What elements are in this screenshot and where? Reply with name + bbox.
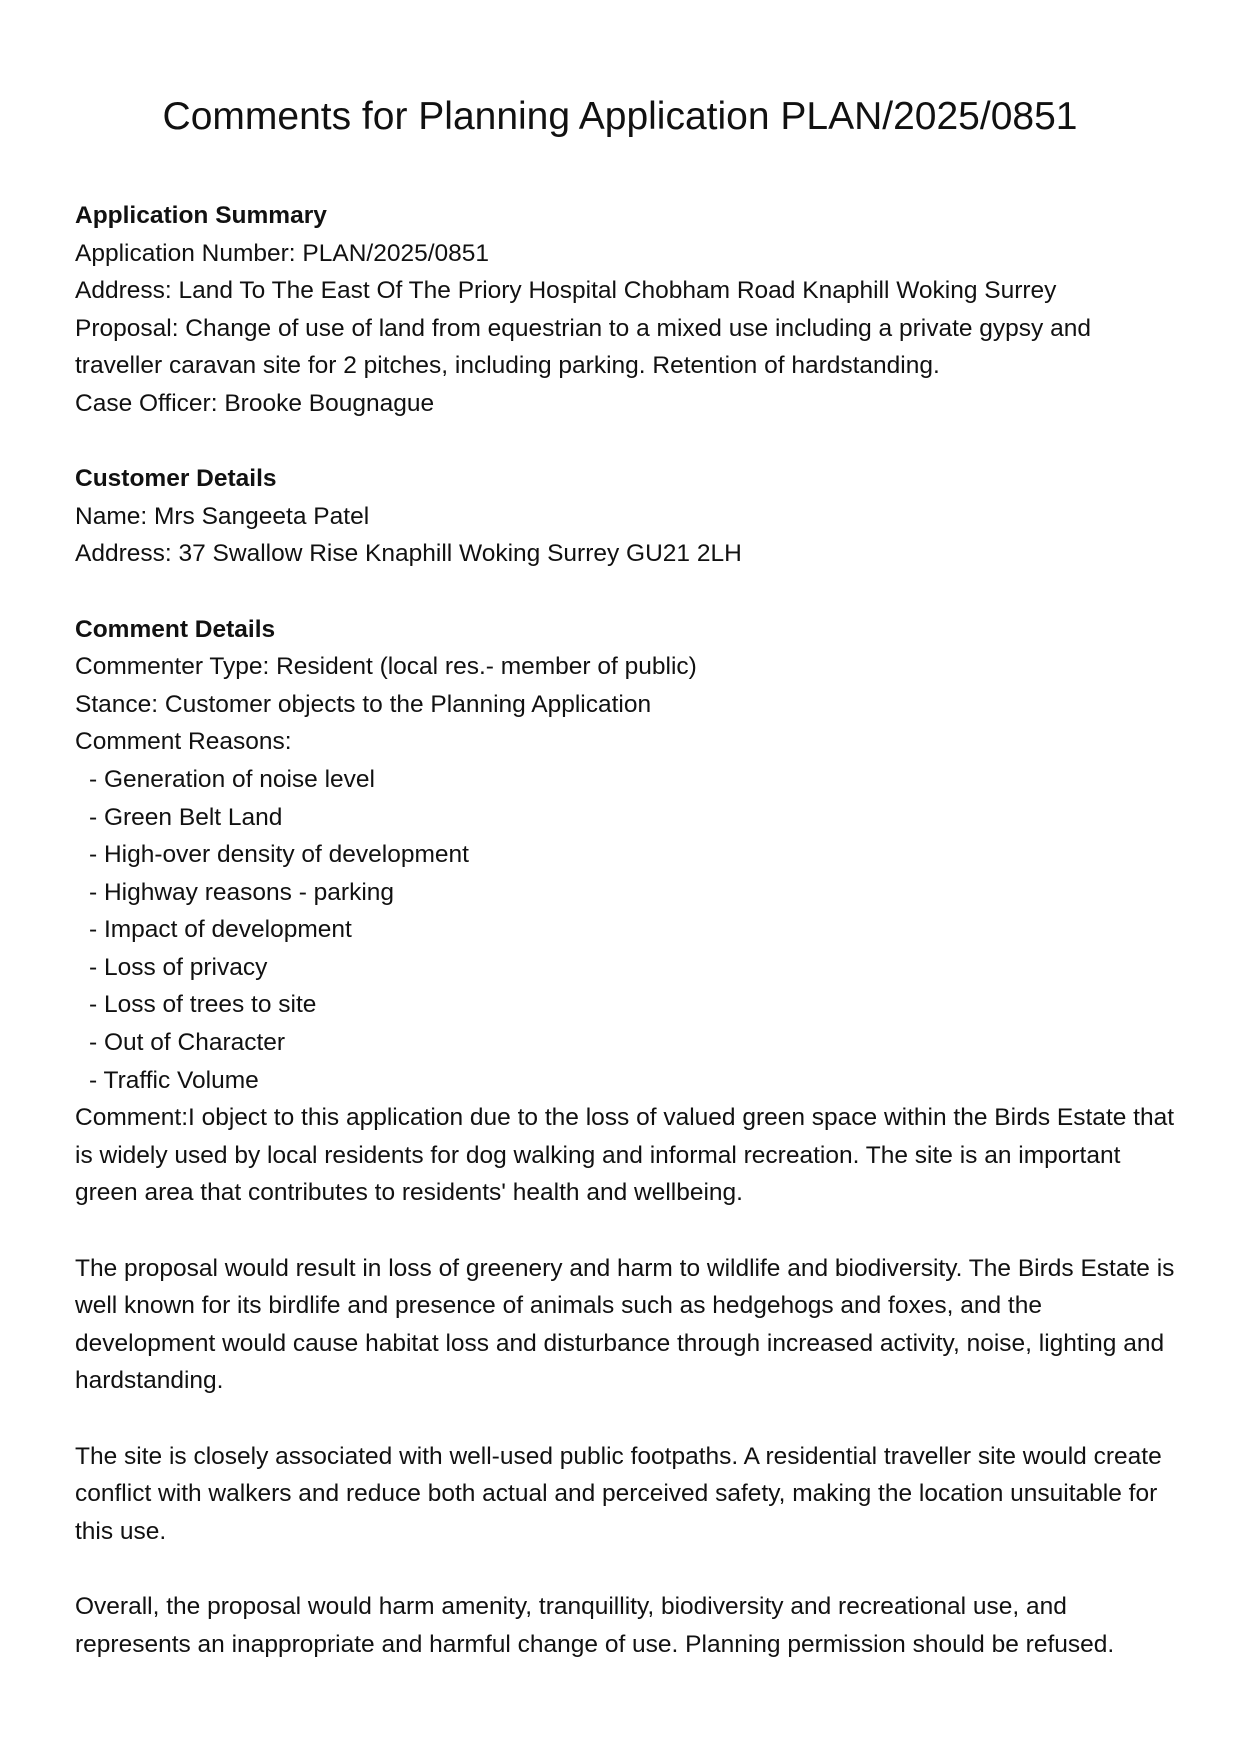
customer-name: Name: Mrs Sangeeta Patel <box>75 502 370 530</box>
application-summary-heading: Application Summary <box>75 202 327 229</box>
comment-paragraph: The proposal would result in loss of greenery and harm to wildlife and biodiversity. The Birds Estate is well known for its birdlife and presence of animals such as hedgehogs and foxes, and the development would cause habitat loss and disturbance through increased activity, noise, lighting and hardstanding. <box>75 1254 1175 1395</box>
spacer <box>75 423 1175 461</box>
comment-paragraph: Overall, the proposal would harm amenity, tranquillity, biodiversity and recreational use, and represents an inappropriate and harmful change of use. Planning permission should be refused. <box>75 1592 1115 1658</box>
list-item: - Traffic Volume <box>75 1062 1175 1100</box>
list-item: - Impact of development <box>75 911 1175 949</box>
spacer <box>75 1212 1175 1250</box>
customer-details-heading: Customer Details <box>75 465 277 493</box>
stance: Stance: Customer objects to the Planning Application <box>75 690 652 718</box>
list-item: - Highway reasons - parking <box>75 874 1175 912</box>
list-item: - Loss of trees to site <box>75 986 1175 1024</box>
application-proposal: Proposal: Change of use of land from equestrian to a mixed use including a private gypsy and traveller caravan site for 2 pitches, including parking. Retention of hardstanding. <box>75 314 1098 380</box>
document-body <box>75 197 1175 1663</box>
commenter-type: Commenter Type: Resident (local res.- member of public) <box>75 653 697 681</box>
comment-reasons-list <box>75 761 1175 1099</box>
comment-details-section <box>75 611 1175 1664</box>
comment-details-heading: Comment Details <box>75 615 276 643</box>
comment-paragraph: The site is closely associated with well-used public footpaths. A residential traveller site would create conflict with walkers and reduce both actual and perceived safety, making the location unsuitable for this use. <box>75 1442 1162 1545</box>
list-item: - High-over density of development <box>75 836 1175 874</box>
comment-paragraph: Comment:I object to this application due to the loss of valued green space within the Birds Estate that is widely used by local residents for dog walking and informal recreation. The site is an important green area that contributes to residents' health and wellbeing. <box>75 1104 1175 1207</box>
application-number: Application Number: PLAN/2025/0851 <box>75 239 490 267</box>
spacer <box>75 1550 1175 1588</box>
page-title: Comments for Planning Application PLAN/2025/0851 <box>162 95 1078 138</box>
application-address: Address: Land To The East Of The Priory Hospital Chobham Road Knaphill Woking Surrey <box>75 277 1057 305</box>
customer-details-section <box>75 460 1175 573</box>
comment-reasons-label: Comment Reasons: <box>75 728 292 756</box>
application-summary-section <box>75 197 1175 423</box>
customer-address: Address: 37 Swallow Rise Knaphill Woking Surrey GU21 2LH <box>75 540 742 568</box>
list-item: - Green Belt Land <box>75 799 1175 837</box>
list-item: - Out of Character <box>75 1024 1175 1062</box>
list-item: - Loss of privacy <box>75 949 1175 987</box>
list-item: - Generation of noise level <box>75 761 1175 799</box>
spacer <box>75 1400 1175 1438</box>
spacer <box>75 573 1175 611</box>
case-officer: Case Officer: Brooke Bougnague <box>75 389 435 417</box>
